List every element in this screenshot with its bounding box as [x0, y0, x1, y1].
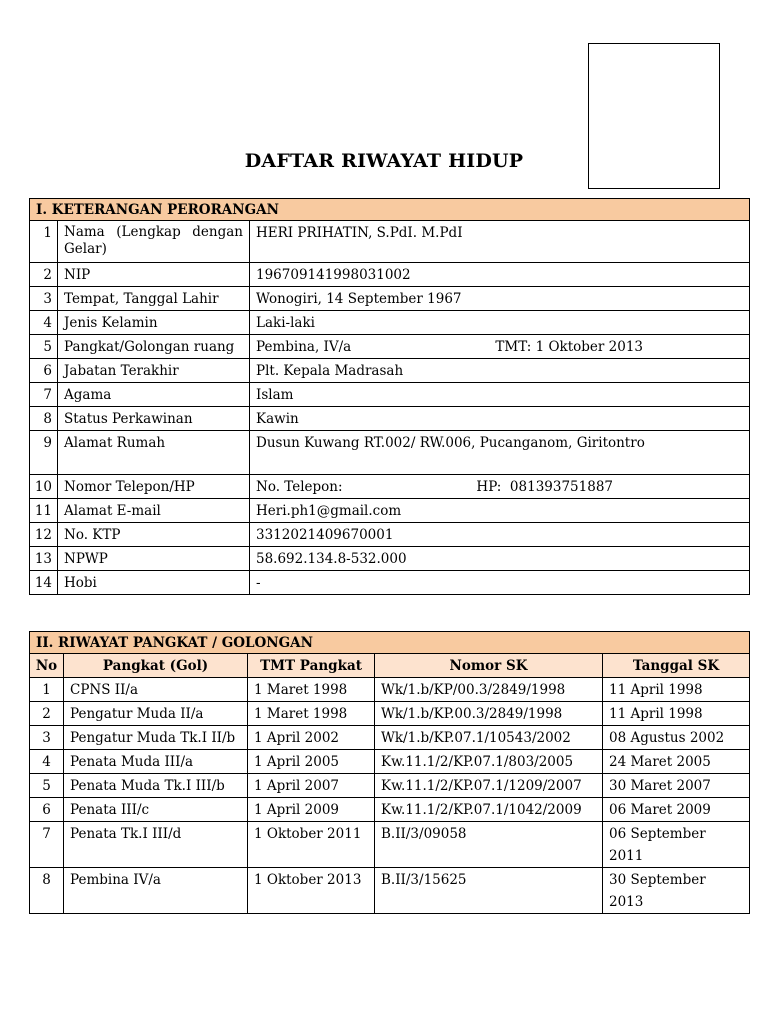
row-value	[250, 475, 750, 499]
column-header: Nomor SK	[375, 654, 603, 678]
tmt-value: TMT: 1 Oktober 2013	[495, 339, 643, 355]
cell-sk-date: 24 Maret 2005	[603, 750, 750, 774]
cell-tmt: 1 April 2005	[248, 750, 375, 774]
cell-no: 2	[30, 702, 64, 726]
cell-sk-number: Kw.11.1/2/KP.07.1/1209/2007	[375, 774, 603, 798]
row-value: Plt. Kepala Madrasah	[250, 359, 750, 383]
row-number: 8	[30, 407, 58, 431]
row-label: Nama (Lengkap dengan Gelar)	[58, 221, 250, 263]
cell-sk-number: Wk/1.b/KP.00.3/2849/1998	[375, 702, 603, 726]
cell-no: 5	[30, 774, 64, 798]
cell-rank: Penata Muda Tk.I III/b	[64, 774, 248, 798]
row-value: Kawin	[250, 407, 750, 431]
row-number: 2	[30, 263, 58, 287]
cell-tmt: 1 April 2007	[248, 774, 375, 798]
cell-sk-number: Kw.11.1/2/KP.07.1/1042/2009	[375, 798, 603, 822]
column-header: Pangkat (Gol)	[64, 654, 248, 678]
row-label: Jenis Kelamin	[58, 311, 250, 335]
cell-no: 3	[30, 726, 64, 750]
row-number: 11	[30, 499, 58, 523]
row-label: Nomor Telepon/HP	[58, 475, 250, 499]
cell-no: 8	[30, 868, 64, 914]
document-title: DAFTAR RIWAYAT HIDUP	[244, 150, 524, 172]
cell-rank: Pengatur Muda II/a	[64, 702, 248, 726]
cell-no: 1	[30, 678, 64, 702]
table-row	[30, 499, 750, 523]
row-number: 13	[30, 547, 58, 571]
row-number: 4	[30, 311, 58, 335]
row-number: 7	[30, 383, 58, 407]
cell-sk-date: 06 September 2011	[603, 822, 750, 868]
row-value: HERI PRIHATIN, S.PdI. M.PdI	[250, 221, 750, 263]
table-row	[30, 311, 750, 335]
table-row	[30, 868, 750, 914]
cell-sk-date: 08 Agustus 2002	[603, 726, 750, 750]
section1-heading: I. KETERANGAN PERORANGAN	[30, 199, 750, 221]
cell-rank: Penata Tk.I III/d	[64, 822, 248, 868]
table-row	[30, 383, 750, 407]
row-number: 1	[30, 221, 58, 263]
cell-rank: CPNS II/a	[64, 678, 248, 702]
cell-no: 6	[30, 798, 64, 822]
cell-rank: Penata Muda III/a	[64, 750, 248, 774]
cell-sk-number: B.II/3/15625	[375, 868, 603, 914]
row-value: Islam	[250, 383, 750, 407]
cell-sk-date: 06 Maret 2009	[603, 798, 750, 822]
row-value: Wonogiri, 14 September 1967	[250, 287, 750, 311]
phone-value: No. Telepon:	[256, 479, 343, 495]
cell-sk-number: Wk/1.b/KP/00.3/2849/1998	[375, 678, 603, 702]
cell-tmt: 1 Oktober 2013	[248, 868, 375, 914]
column-header: No	[30, 654, 64, 678]
cell-tmt: 1 April 2002	[248, 726, 375, 750]
cell-no: 4	[30, 750, 64, 774]
row-number: 14	[30, 571, 58, 595]
row-value: Dusun Kuwang RT.002/ RW.006, Pucanganom, Giritontro	[250, 431, 750, 475]
cell-rank: Pengatur Muda Tk.I II/b	[64, 726, 248, 750]
row-value: 196709141998031002	[250, 263, 750, 287]
section2-heading-row	[30, 632, 750, 654]
row-value: Heri.ph1@gmail.com	[250, 499, 750, 523]
table-row	[30, 798, 750, 822]
cell-sk-date: 30 Maret 2007	[603, 774, 750, 798]
row-label: Alamat E-mail	[58, 499, 250, 523]
row-label: Agama	[58, 383, 250, 407]
table-header-row	[30, 654, 750, 678]
cell-tmt: 1 Maret 1998	[248, 702, 375, 726]
row-number: 12	[30, 523, 58, 547]
cell-no: 7	[30, 822, 64, 868]
row-label: NIP	[58, 263, 250, 287]
cell-sk-date: 11 April 1998	[603, 702, 750, 726]
row-label: NPWP	[58, 547, 250, 571]
cell-tmt: 1 April 2009	[248, 798, 375, 822]
cell-sk-date: 30 September 2013	[603, 868, 750, 914]
row-value: 58.692.134.8-532.000	[250, 547, 750, 571]
row-value	[250, 335, 750, 359]
row-label: Hobi	[58, 571, 250, 595]
table-row	[30, 774, 750, 798]
row-value: Laki-laki	[250, 311, 750, 335]
cell-rank: Pembina IV/a	[64, 868, 248, 914]
table-row	[30, 263, 750, 287]
cell-rank: Penata III/c	[64, 798, 248, 822]
table-row	[30, 287, 750, 311]
table-row	[30, 431, 750, 475]
row-label: No. KTP	[58, 523, 250, 547]
row-number: 6	[30, 359, 58, 383]
table-row	[30, 407, 750, 431]
table-row	[30, 678, 750, 702]
row-label: Status Perkawinan	[58, 407, 250, 431]
table-row	[30, 571, 750, 595]
row-number: 5	[30, 335, 58, 359]
table-row	[30, 726, 750, 750]
row-number: 9	[30, 431, 58, 475]
section2-heading: II. RIWAYAT PANGKAT / GOLONGAN	[30, 632, 750, 654]
row-label: Alamat Rumah	[58, 431, 250, 475]
row-value: 3312021409670001	[250, 523, 750, 547]
cell-tmt: 1 Oktober 2011	[248, 822, 375, 868]
cell-sk-number: Wk/1.b/KP.07.1/10543/2002	[375, 726, 603, 750]
row-label: Jabatan Terakhir	[58, 359, 250, 383]
row-label: Tempat, Tanggal Lahir	[58, 287, 250, 311]
rank-value: Pembina, IV/a	[256, 339, 352, 355]
cell-tmt: 1 Maret 1998	[248, 678, 375, 702]
row-value: -	[250, 571, 750, 595]
table-row	[30, 221, 750, 263]
table-row	[30, 359, 750, 383]
row-number: 3	[30, 287, 58, 311]
cell-sk-date: 11 April 1998	[603, 678, 750, 702]
table-row	[30, 702, 750, 726]
personal-info-table	[29, 198, 750, 595]
table-row	[30, 822, 750, 868]
row-number: 10	[30, 475, 58, 499]
rank-history-table	[29, 631, 750, 914]
table-row	[30, 750, 750, 774]
table-row	[30, 335, 750, 359]
cell-sk-number: Kw.11.1/2/KP.07.1/803/2005	[375, 750, 603, 774]
cell-sk-number: B.II/3/09058	[375, 822, 603, 868]
section1-heading-row	[30, 199, 750, 221]
table-row	[30, 475, 750, 499]
mobile-value: HP: 081393751887	[476, 479, 613, 495]
row-label: Pangkat/Golongan ruang	[58, 335, 250, 359]
table-row	[30, 523, 750, 547]
column-header: Tanggal SK	[603, 654, 750, 678]
table-row	[30, 547, 750, 571]
column-header: TMT Pangkat	[248, 654, 375, 678]
